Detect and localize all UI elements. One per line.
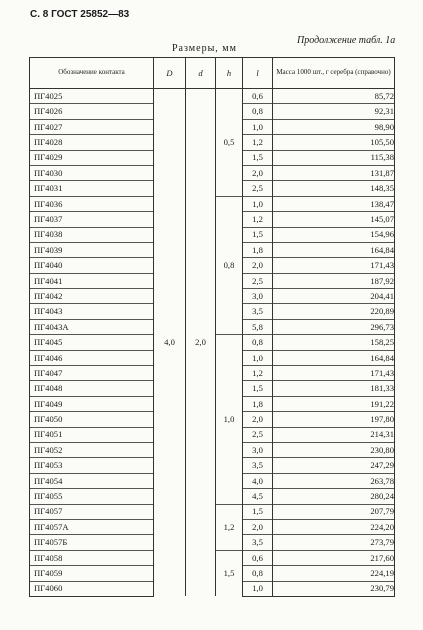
header-code: Обозначение контакта — [30, 58, 154, 89]
length-l-value: 3,5 — [243, 458, 273, 473]
silver-mass-value: 105,50 — [273, 135, 395, 150]
table-caption: Размеры, мм — [172, 43, 237, 54]
length-l-value: 1,0 — [243, 581, 273, 596]
silver-mass-value: 207,79 — [273, 504, 395, 519]
length-l-value: 3,5 — [243, 535, 273, 550]
contact-code: ПГ4028 — [30, 135, 154, 150]
length-l-value: 2,5 — [243, 427, 273, 442]
length-l-value: 0,8 — [243, 335, 273, 350]
contact-code: ПГ4055 — [30, 489, 154, 504]
contact-code: ПГ4050 — [30, 412, 154, 427]
length-l-value: 2,5 — [243, 273, 273, 288]
contact-code: ПГ4058 — [30, 550, 154, 565]
contact-code: ПГ4053 — [30, 458, 154, 473]
length-l-value: 4,5 — [243, 489, 273, 504]
length-l-value: 0,6 — [243, 89, 273, 104]
silver-mass-value: 224,19 — [273, 566, 395, 581]
diameter-D-value: 4,0 — [154, 89, 186, 597]
silver-mass-value: 171,43 — [273, 366, 395, 381]
contact-code: ПГ4047 — [30, 366, 154, 381]
length-l-value: 5,8 — [243, 319, 273, 334]
height-h-value: 0,8 — [216, 196, 243, 335]
contact-code: ПГ4046 — [30, 350, 154, 365]
header-h: h — [216, 58, 243, 89]
contact-code: ПГ4054 — [30, 473, 154, 488]
height-h-value: 1,0 — [216, 335, 243, 504]
height-h-value: 0,5 — [216, 89, 243, 197]
silver-mass-value: 204,41 — [273, 289, 395, 304]
contact-code: ПГ4057Б — [30, 535, 154, 550]
contact-code: ПГ4043 — [30, 304, 154, 319]
contact-code: ПГ4041 — [30, 273, 154, 288]
page-header: С. 8 ГОСТ 25852—83 — [30, 9, 130, 20]
header-row — [30, 58, 395, 89]
length-l-value: 2,0 — [243, 165, 273, 180]
silver-mass-value: 92,31 — [273, 104, 395, 119]
contact-code: ПГ4038 — [30, 227, 154, 242]
contact-code: ПГ4048 — [30, 381, 154, 396]
length-l-value: 2,5 — [243, 181, 273, 196]
contact-code: ПГ4057 — [30, 504, 154, 519]
length-l-value: 0,8 — [243, 104, 273, 119]
contact-code: ПГ4043А — [30, 319, 154, 334]
contact-code: ПГ4057А — [30, 519, 154, 534]
length-l-value: 0,8 — [243, 566, 273, 581]
length-l-value: 1,5 — [243, 381, 273, 396]
silver-mass-value: 214,31 — [273, 427, 395, 442]
silver-mass-value: 220,89 — [273, 304, 395, 319]
length-l-value: 2,0 — [243, 519, 273, 534]
height-h-value: 1,5 — [216, 550, 243, 596]
silver-mass-value: 296,73 — [273, 319, 395, 334]
contact-code: ПГ4060 — [30, 581, 154, 596]
silver-mass-value: 145,07 — [273, 212, 395, 227]
length-l-value: 1,8 — [243, 396, 273, 411]
length-l-value: 1,2 — [243, 366, 273, 381]
table-body — [30, 89, 395, 597]
silver-mass-value: 263,78 — [273, 473, 395, 488]
silver-mass-value: 230,79 — [273, 581, 395, 596]
contact-code: ПГ4049 — [30, 396, 154, 411]
header-d: d — [186, 58, 216, 89]
length-l-value: 4,0 — [243, 473, 273, 488]
contact-code: ПГ4039 — [30, 242, 154, 257]
silver-mass-value: 115,38 — [273, 150, 395, 165]
silver-mass-value: 154,96 — [273, 227, 395, 242]
silver-mass-value: 230,80 — [273, 442, 395, 457]
length-l-value: 2,0 — [243, 258, 273, 273]
contact-code: ПГ4059 — [30, 566, 154, 581]
silver-mass-value: 181,33 — [273, 381, 395, 396]
silver-mass-value: 164,84 — [273, 242, 395, 257]
header-l: l — [243, 58, 273, 89]
silver-mass-value: 85,72 — [273, 89, 395, 104]
silver-mass-value: 273,79 — [273, 535, 395, 550]
length-l-value: 1,0 — [243, 350, 273, 365]
length-l-value: 1,5 — [243, 227, 273, 242]
length-l-value: 1,0 — [243, 119, 273, 134]
silver-mass-value: 224,20 — [273, 519, 395, 534]
header-D: D — [154, 58, 186, 89]
silver-mass-value: 187,92 — [273, 273, 395, 288]
contact-code: ПГ4026 — [30, 104, 154, 119]
contact-code: ПГ4036 — [30, 196, 154, 211]
contact-dimensions-table — [29, 57, 395, 597]
length-l-value: 1,2 — [243, 135, 273, 150]
length-l-value: 3,5 — [243, 304, 273, 319]
table-row — [30, 89, 395, 104]
contact-code: ПГ4040 — [30, 258, 154, 273]
silver-mass-value: 197,80 — [273, 412, 395, 427]
silver-mass-value: 98,90 — [273, 119, 395, 134]
contact-code: ПГ4052 — [30, 442, 154, 457]
silver-mass-value: 191,22 — [273, 396, 395, 411]
silver-mass-value: 164,84 — [273, 350, 395, 365]
silver-mass-value: 217,60 — [273, 550, 395, 565]
length-l-value: 2,0 — [243, 412, 273, 427]
height-h-value: 1,2 — [216, 504, 243, 550]
continuation-label: Продолжение табл. 1а — [297, 35, 396, 46]
length-l-value: 1,2 — [243, 212, 273, 227]
length-l-value: 1,0 — [243, 196, 273, 211]
contact-code: ПГ4045 — [30, 335, 154, 350]
diameter-d-value: 2,0 — [186, 89, 216, 597]
contact-code: ПГ4037 — [30, 212, 154, 227]
contact-code: ПГ4042 — [30, 289, 154, 304]
silver-mass-value: 280,24 — [273, 489, 395, 504]
length-l-value: 0,6 — [243, 550, 273, 565]
length-l-value: 1,5 — [243, 504, 273, 519]
silver-mass-value: 131,87 — [273, 165, 395, 180]
silver-mass-value: 148,35 — [273, 181, 395, 196]
contact-code: ПГ4031 — [30, 181, 154, 196]
silver-mass-value: 158,25 — [273, 335, 395, 350]
contact-code: ПГ4030 — [30, 165, 154, 180]
length-l-value: 1,8 — [243, 242, 273, 257]
silver-mass-value: 171,43 — [273, 258, 395, 273]
length-l-value: 3,0 — [243, 289, 273, 304]
length-l-value: 3,0 — [243, 442, 273, 457]
header-mass: Масса 1000 шт., г серебра (справочно) — [273, 58, 395, 89]
contact-code: ПГ4027 — [30, 119, 154, 134]
silver-mass-value: 247,29 — [273, 458, 395, 473]
contact-code: ПГ4025 — [30, 89, 154, 104]
length-l-value: 1,5 — [243, 150, 273, 165]
contact-code: ПГ4029 — [30, 150, 154, 165]
contact-code: ПГ4051 — [30, 427, 154, 442]
silver-mass-value: 138,47 — [273, 196, 395, 211]
